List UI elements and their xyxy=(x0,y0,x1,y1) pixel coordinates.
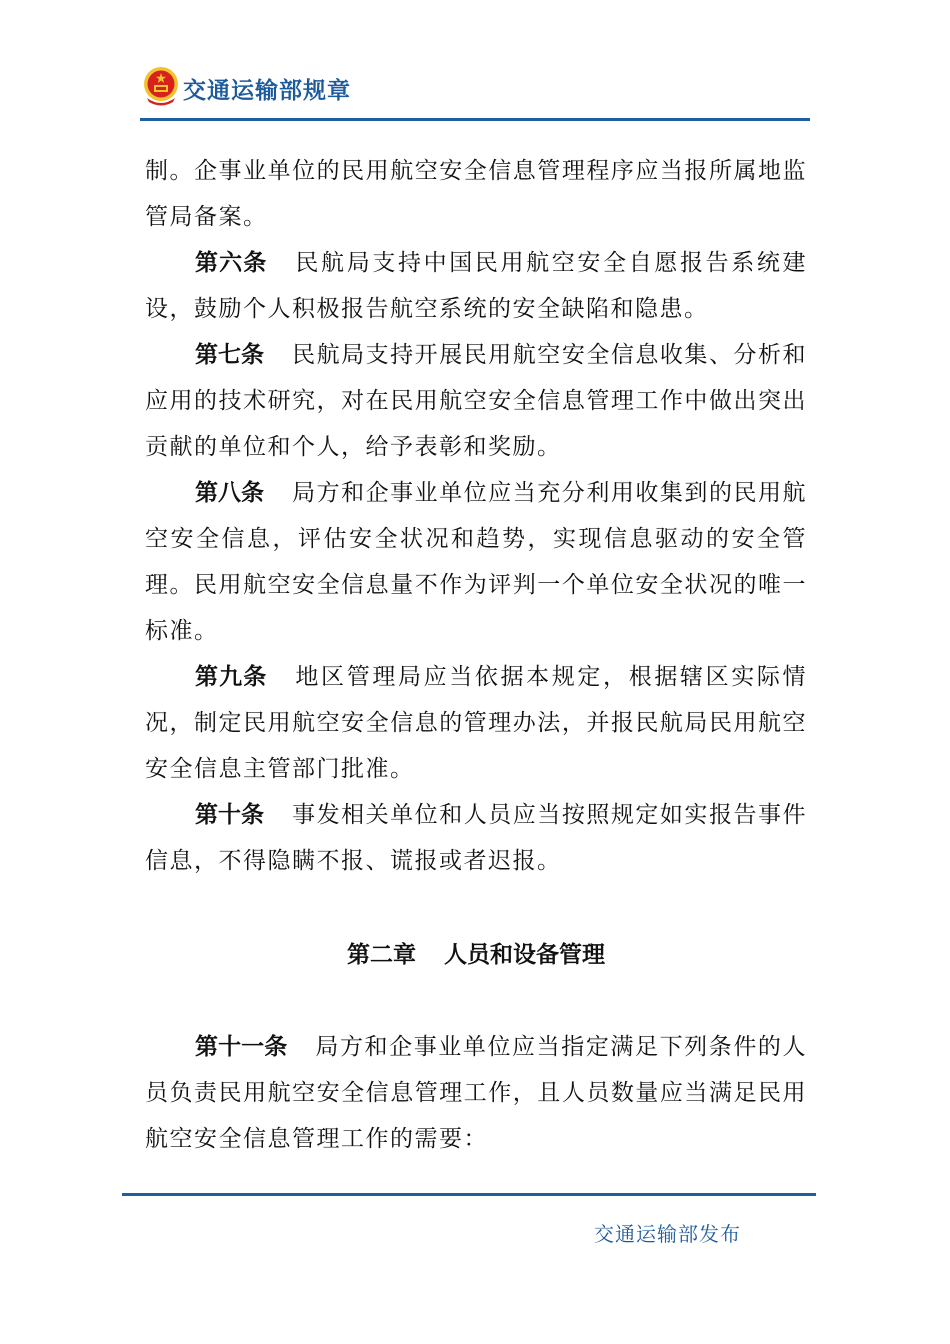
footer-publisher: 交通运输部发布 xyxy=(594,1222,741,1246)
article-label: 第十一条 xyxy=(195,1034,288,1060)
chapter-heading xyxy=(145,932,807,978)
header-divider xyxy=(140,118,810,121)
article-8 xyxy=(145,470,807,654)
chapter-number: 第二章 xyxy=(347,942,416,968)
article-text: 事发相关单位和人员应当按照规定如实报告事件信息，不得隐瞒不报、谎报或者迟报。 xyxy=(145,802,808,874)
article-label: 第七条 xyxy=(195,342,265,368)
footer-divider xyxy=(122,1193,816,1196)
article-label: 第九条 xyxy=(195,664,268,690)
article-text: 地区管理局应当依据本规定，根据辖区实际情况，制定民用航空安全信息的管理办法，并报民航局民用航空安全信息主管部门批准。 xyxy=(145,664,808,782)
article-text: 局方和企事业单位应当指定满足下列条件的人员负责民用航空安全信息管理工作，且人员数量应当满足民用航空安全信息管理工作的需要： xyxy=(145,1034,808,1152)
article-9 xyxy=(145,654,807,792)
article-11 xyxy=(145,1024,807,1162)
article-label: 第八条 xyxy=(195,480,265,506)
article-label: 第十条 xyxy=(195,802,265,828)
header-title: 交通运输部规章 xyxy=(183,78,351,104)
article-label: 第六条 xyxy=(195,250,268,276)
article-text: 民航局支持开展民用航空安全信息收集、分析和应用的技术研究，对在民用航空安全信息管理工作中做出突出贡献的单位和个人，给予表彰和奖励。 xyxy=(145,342,808,460)
document-body xyxy=(145,148,807,1162)
article-10 xyxy=(145,792,807,884)
page-header xyxy=(143,66,813,112)
chapter-title: 人员和设备管理 xyxy=(444,942,605,968)
article-text: 局方和企事业单位应当充分利用收集到的民用航空安全信息，评估安全状况和趋势，实现信息驱动的安全管理。民用航空安全信息量不作为评判一个单位安全状况的唯一标准。 xyxy=(145,480,808,644)
article-7 xyxy=(145,332,807,470)
article-text: 民航局支持中国民用航空安全自愿报告系统建设，鼓励个人积极报告航空系统的安全缺陷和隐患。 xyxy=(145,250,808,322)
national-emblem-icon xyxy=(143,66,179,106)
paragraph-continued: 制。企事业单位的民用航空安全信息管理程序应当报所属地监管局备案。 xyxy=(145,158,807,230)
article-6 xyxy=(145,240,807,332)
